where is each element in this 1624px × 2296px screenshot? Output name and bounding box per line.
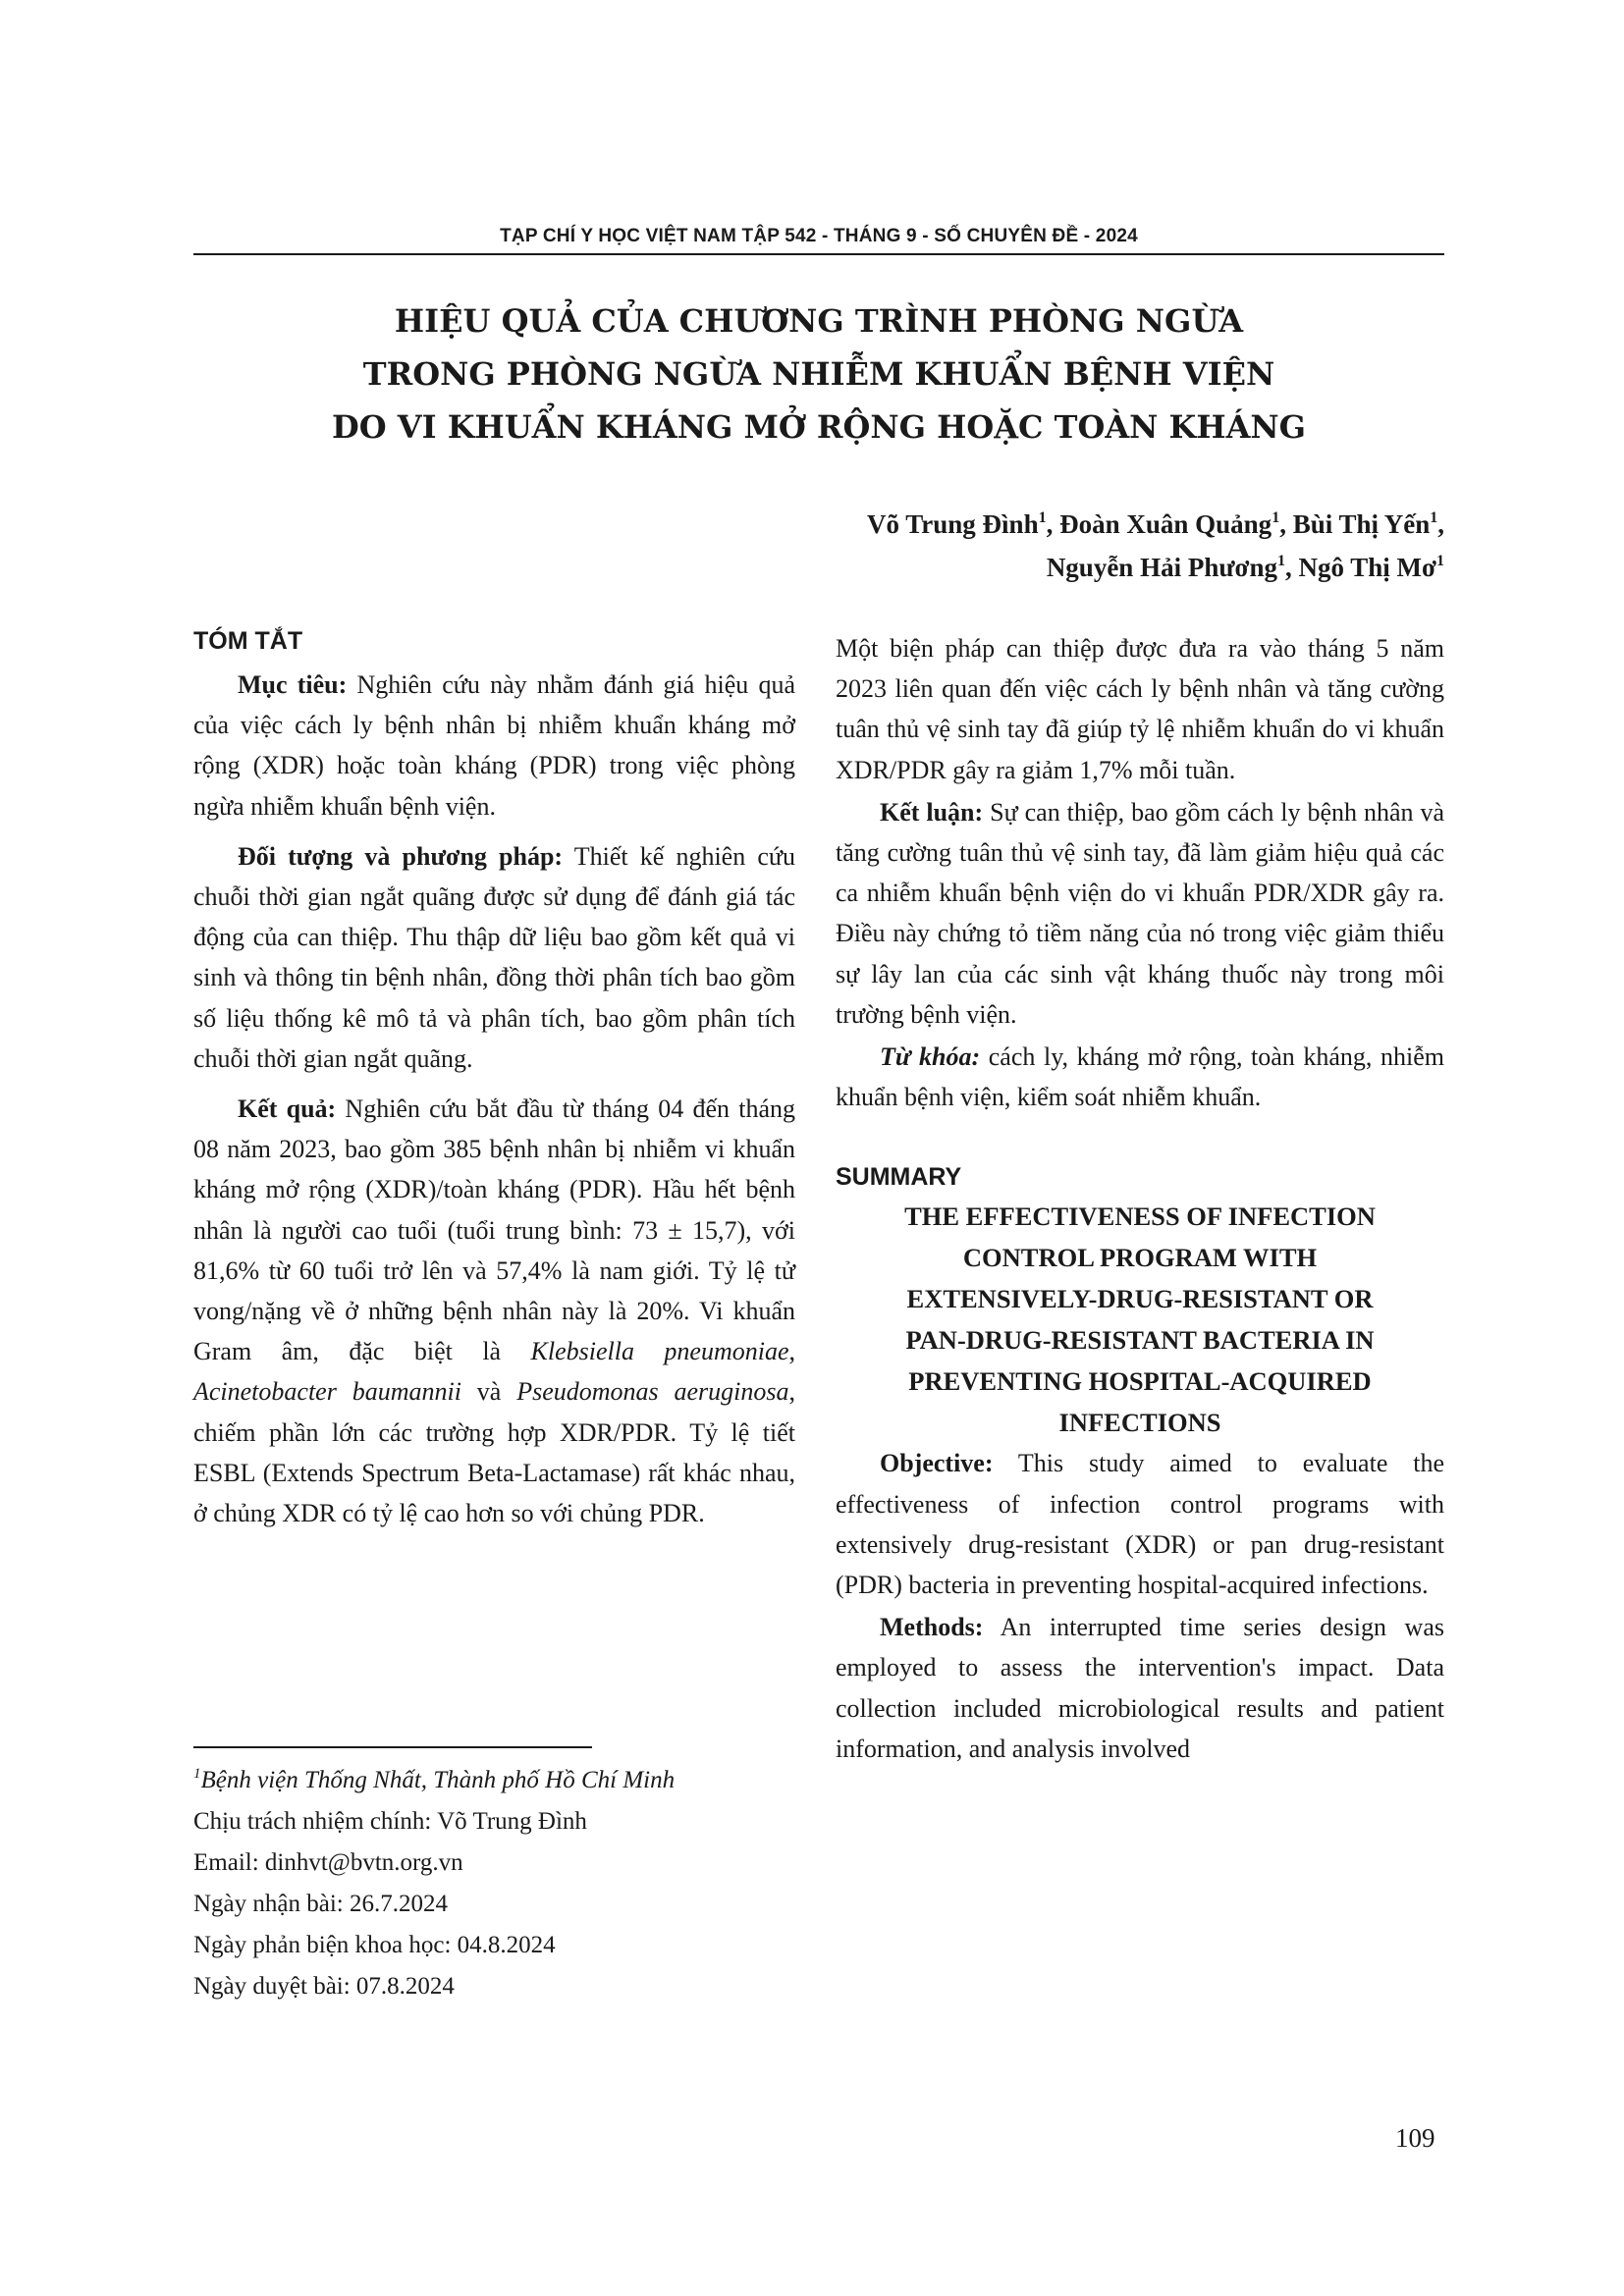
author-name: Nguyễn Hải Phương — [1046, 553, 1278, 582]
author-separator: , — [1285, 553, 1299, 582]
abstract-keywords — [836, 1037, 1444, 1117]
title-line-1: HIỆU QUẢ CỦA CHƯƠNG TRÌNH PHÒNG NGỪA — [394, 302, 1244, 340]
results-label: Kết quả: — [238, 1095, 337, 1124]
species-acinetobacter: Acinetobacter baumannii — [193, 1377, 461, 1407]
left-column — [193, 621, 795, 1533]
methods-text-en: An interrupted time series design was employed to assess the intervention's impact. Data collection included microbiological results and patient information, and analysis involved — [836, 1613, 1444, 1763]
summary-methods — [836, 1607, 1444, 1769]
title-line-3: DO VI KHUẨN KHÁNG MỞ RỘNG HOẶC TOÀN KHÁNG — [332, 408, 1306, 446]
author-name: Đoàn Xuân Quảng — [1059, 509, 1272, 539]
conclusion-text: Sự can thiệp, bao gồm cách ly bệnh nhân và tăng cường tuân thủ vệ sinh tay, đã làm giảm hiệu quả các ca nhiễm khuẩn bệnh viện do vi khuẩn PDR/XDR gây ra. Điều này chứng tỏ tiềm năng của nó trong việc giảm thiểu sự lây lan của các sinh vật kháng thuốc này trong môi trường bệnh viện. — [836, 797, 1444, 1029]
species-klebsiella: Klebsiella pneumoniae — [530, 1337, 789, 1366]
abstract-methods — [193, 836, 795, 1079]
footnote-email: Email: dinhvt@bvtn.org.vn — [193, 1849, 463, 1876]
author-affiliation-mark: 1 — [1277, 553, 1286, 569]
footnote-corresponding: Chịu trách nhiệm chính: Võ Trung Đình — [193, 1808, 587, 1835]
results-and: và — [460, 1377, 517, 1407]
author-list — [867, 503, 1444, 589]
summary-title-line: THE EFFECTIVENESS OF INFECTION — [904, 1201, 1376, 1232]
footnote-rule — [193, 1746, 592, 1748]
author-affiliation-mark: 1 — [1272, 509, 1280, 526]
title-line-2: TRONG PHÒNG NGỪA NHIỄM KHUẨN BỆNH VIỆN — [362, 355, 1275, 393]
methods-text: Thiết kế nghiên cứu chuỗi thời gian ngắt quãng được sử dụng để đánh giá tác động của can thiệp. Thu thập dữ liệu bao gồm kết quả vi sinh và thông tin bệnh nhân, đồng thời phân tích bao gồm số liệu thống kê mô tả và phân tích, bao gồm phân tích chuỗi thời gian ngắt quãng. — [193, 841, 795, 1073]
footnote-reviewed: Ngày phản biện khoa học: 04.8.2024 — [193, 1932, 556, 1958]
footnote-affiliation — [193, 1760, 675, 1801]
author-affiliation-mark: 1 — [1038, 509, 1047, 526]
conclusion-label: Kết luận: — [880, 797, 984, 827]
header-rule — [193, 253, 1444, 255]
affiliation-mark: 1 — [193, 1766, 201, 1782]
summary-heading: SUMMARY — [836, 1163, 962, 1192]
summary-objective — [836, 1443, 1444, 1605]
journal-header: TẠP CHÍ Y HỌC VIỆT NAM TẬP 542 - THÁNG 9 - SỐ CHUYÊN ĐỀ - 2024 — [500, 226, 1138, 246]
footnote-received: Ngày nhận bài: 26.7.2024 — [193, 1891, 448, 1917]
page-number: 109 — [1395, 2123, 1435, 2153]
species-pseudomonas: Pseudomonas aeruginosa — [516, 1377, 789, 1407]
summary-title-line: INFECTIONS — [1058, 1408, 1221, 1438]
author-separator: , — [1046, 509, 1060, 539]
objective-text-en: This study aimed to evaluate the effectiveness of infection control programs with extensively drug-resistant (XDR) or pan drug-resistant (PDR) bacteria in preventing hospital-acquired infections. — [836, 1449, 1444, 1600]
abstract-results-continued — [836, 628, 1444, 790]
objective-label-en: Objective: — [880, 1449, 994, 1478]
objective-text: Nghiên cứu này nhằm đánh giá hiệu quả của việc cách ly bệnh nhân bị nhiễm khuẩn kháng mở rộng (XDR) hoặc toàn kháng (PDR) trong việc phòng ngừa nhiễm khuẩn bệnh viện. — [193, 670, 795, 821]
author-affiliation-mark: 1 — [1430, 509, 1438, 526]
keywords-label: Từ khóa: — [880, 1042, 981, 1072]
right-column — [836, 628, 1444, 1769]
author-line-2 — [867, 546, 1444, 589]
abstract-heading: TÓM TẮT — [193, 627, 303, 655]
footnotes — [193, 1760, 675, 2007]
footnote-accepted: Ngày duyệt bài: 07.8.2024 — [193, 1973, 455, 2000]
summary-title-line: PREVENTING HOSPITAL-ACQUIRED — [908, 1366, 1372, 1397]
summary-title-line: CONTROL PROGRAM WITH — [962, 1243, 1318, 1273]
summary-title-line: EXTENSIVELY-DRUG-RESISTANT OR — [906, 1284, 1374, 1314]
author-name: Ngô Thị Mơ — [1298, 553, 1436, 582]
results-comma: , — [788, 1337, 796, 1366]
affiliation-text: Bệnh viện Thống Nhất, Thành phố Hồ Chí Minh — [200, 1767, 676, 1793]
results-text-2b: Một biện pháp can thiệp được đưa ra vào tháng 5 năm 2023 liên quan đến việc cách ly bệnh nhân và tăng cường tuân thủ vệ sinh tay đã giúp tỷ lệ nhiễm khuẩn do vi khuẩn XDR/PDR gây ra giảm 1,7% mỗi tuần. — [836, 634, 1444, 784]
abstract-conclusion — [836, 792, 1444, 1035]
objective-label: Mục tiêu: — [238, 670, 348, 699]
author-separator: , — [1279, 509, 1293, 539]
results-text-1: Nghiên cứu bắt đầu từ tháng 04 đến tháng 08 năm 2023, bao gồm 385 bệnh nhân bị nhiễm vi khuẩn kháng mở rộng (XDR)/toàn kháng (PDR). Hầu hết bệnh nhân là người cao tuổi (tuổi trung bình: 73 ± 15,7), với 81,6% từ 60 tuổi trở lên và 57,4% là nam giới. Tỷ lệ tử vong/nặng về ở những bệnh nhân này là 20%. Vi khuẩn Gram âm, đặc biệt là — [193, 1095, 796, 1366]
methods-label: Đối tượng và phương pháp: — [238, 841, 564, 871]
results-text-2: , chiếm phần lớn các trường hợp XDR/PDR. Tỷ lệ tiết ESBL (Extends Spectrum Beta-Lactamase) rất khác nhau, ở chủng XDR có tỷ lệ cao hơn so với chủng PDR. — [193, 1377, 796, 1528]
author-name: Võ Trung Đình — [867, 509, 1039, 539]
author-name: Bùi Thị Yến — [1292, 509, 1431, 539]
summary-title-line: PAN-DRUG-RESISTANT BACTERIA IN — [905, 1325, 1375, 1356]
author-affiliation-mark: 1 — [1436, 553, 1444, 569]
methods-label-en: Methods: — [880, 1613, 984, 1642]
keywords-text: cách ly, kháng mở rộng, toàn kháng, nhiễm khuẩn bệnh viện, kiểm soát nhiễm khuẩn. — [836, 1042, 1444, 1112]
author-separator: , — [1437, 509, 1444, 539]
summary-title — [836, 1196, 1444, 1443]
author-line-1 — [867, 503, 1444, 546]
abstract-objective — [193, 665, 795, 827]
abstract-results — [193, 1089, 795, 1533]
article-title — [193, 294, 1444, 454]
